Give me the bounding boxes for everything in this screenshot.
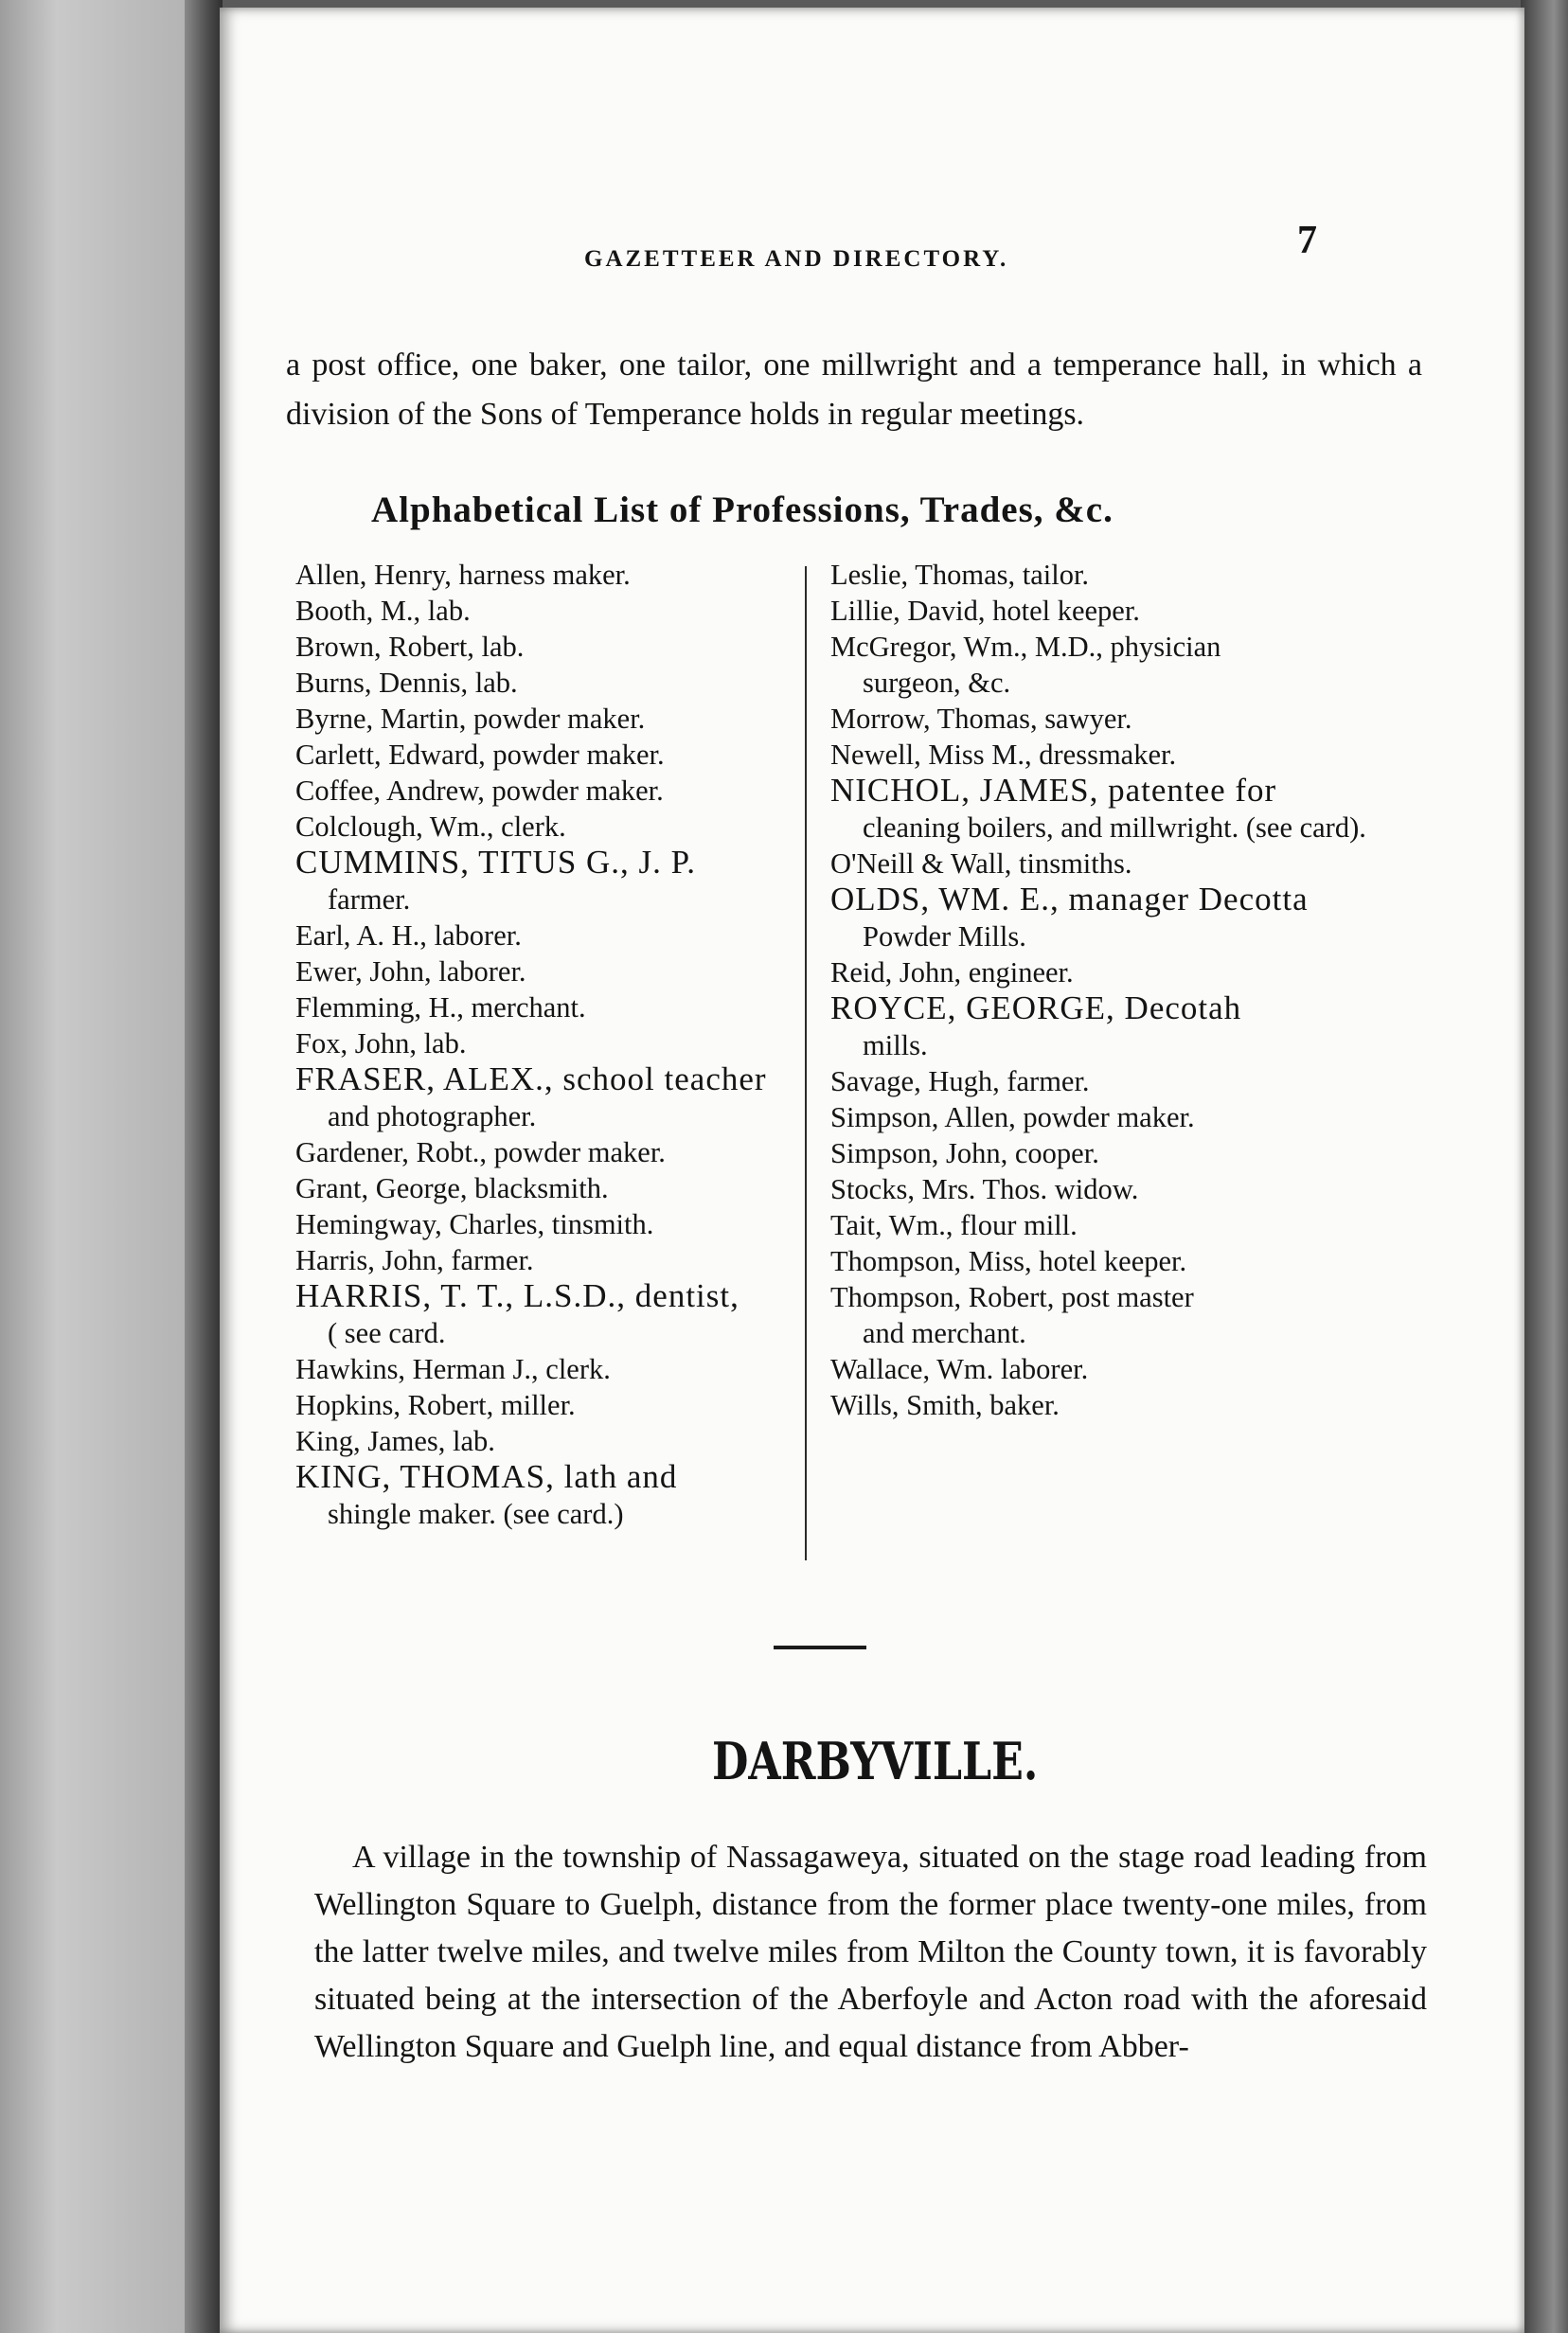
directory-entry — [295, 1206, 892, 1242]
entry-name: FRASER, ALEX., school teacher — [295, 1060, 767, 1097]
directory-entry — [830, 1207, 1436, 1243]
directory-entry — [830, 1171, 1436, 1207]
entry-continuation: and merchant. — [863, 1317, 1026, 1349]
entry-name: OLDS, WM. E., manager Decotta — [830, 881, 1309, 917]
directory-entry — [295, 1134, 892, 1170]
entry-continuation: farmer. — [328, 883, 411, 916]
directory-entry — [830, 1063, 1436, 1099]
entry-name: Thompson, Miss, hotel keeper. — [830, 1245, 1187, 1277]
entry-name: Allen, Henry, harness maker. — [295, 559, 631, 591]
list-heading: Alphabetical List of Professions, Trades, &c. — [371, 490, 1114, 530]
entry-name: Simpson, Allen, powder maker. — [830, 1101, 1195, 1133]
entry-continuation: surgeon, &c. — [863, 667, 1011, 699]
directory-entry — [295, 917, 892, 953]
entry-continuation: Powder Mills. — [863, 920, 1026, 953]
directory-entry — [830, 954, 1436, 990]
directory-entry — [830, 1387, 1436, 1423]
directory-entry — [830, 990, 1436, 1063]
directory-entry — [295, 773, 892, 809]
entry-name: Wallace, Wm. laborer. — [830, 1353, 1089, 1385]
entry-continuation: ( see card. — [328, 1317, 446, 1349]
column-divider — [805, 566, 807, 1560]
book-edge — [1521, 0, 1568, 2333]
directory-entry — [295, 629, 892, 665]
entry-name: O'Neill & Wall, tinsmiths. — [830, 847, 1132, 880]
directory-entry — [295, 1351, 892, 1387]
entry-name: CUMMINS, TITUS G., J. P. — [295, 844, 697, 881]
entry-name: Grant, George, blacksmith. — [295, 1172, 609, 1204]
directory-entry — [295, 1387, 892, 1423]
directory-entry — [295, 665, 892, 701]
section-rule — [774, 1646, 866, 1649]
entry-name: NICHOL, JAMES, patentee for — [830, 772, 1277, 809]
entry-name: Burns, Dennis, lab. — [295, 667, 518, 699]
entry-name: Wills, Smith, baker. — [830, 1389, 1060, 1421]
directory-entry — [295, 1061, 892, 1134]
directory-entry — [830, 701, 1436, 737]
entry-name: Byrne, Martin, powder maker. — [295, 703, 646, 735]
directory-entry — [830, 1243, 1436, 1279]
entry-name: Leslie, Thomas, tailor. — [830, 559, 1090, 591]
directory-entry — [295, 1242, 892, 1278]
entry-name: Hopkins, Robert, miller. — [295, 1389, 576, 1421]
entry-name: Tait, Wm., flour mill. — [830, 1209, 1078, 1241]
entry-name: Brown, Robert, lab. — [295, 631, 525, 663]
entry-continuation: and photographer. — [328, 1100, 537, 1132]
directory-column-left — [295, 557, 892, 1532]
directory-entry — [295, 557, 892, 593]
directory-entry — [830, 1099, 1436, 1135]
directory-entry — [830, 593, 1436, 629]
entry-name: KING, THOMAS, lath and — [295, 1458, 678, 1495]
directory-entry — [295, 1170, 892, 1206]
directory-entry — [830, 846, 1436, 882]
entry-name: Flemming, H., merchant. — [295, 991, 586, 1024]
entry-name: Newell, Miss M., dressmaker. — [830, 739, 1177, 771]
entry-name: Gardener, Robt., powder maker. — [295, 1136, 666, 1168]
directory-entry — [830, 1279, 1436, 1351]
entry-name: Coffee, Andrew, powder maker. — [295, 775, 664, 807]
directory-entry — [295, 1025, 892, 1061]
entry-name: Hawkins, Herman J., clerk. — [295, 1353, 611, 1385]
directory-entry — [295, 989, 892, 1025]
entry-name: King, James, lab. — [295, 1425, 495, 1457]
entry-name: Earl, A. H., laborer. — [295, 919, 522, 952]
section-title: DARBYVILLE. — [712, 1731, 1039, 1791]
directory-entry — [830, 1135, 1436, 1171]
directory-entry — [830, 882, 1436, 954]
directory-entry — [295, 737, 892, 773]
directory-entry — [295, 953, 892, 989]
intro-paragraph: a post office, one baker, one tailor, one millwright and a temperance hall, in which a division of the Sons of Temperance holds in regular meetings. — [286, 347, 1422, 432]
entry-name: Fox, John, lab. — [295, 1027, 467, 1060]
directory-entry — [830, 629, 1436, 701]
running-title: GAZETTEER AND DIRECTORY. — [584, 246, 1009, 272]
entry-name: Simpson, John, cooper. — [830, 1137, 1099, 1169]
entry-name: Booth, M., lab. — [295, 595, 471, 627]
village-paragraph: A village in the township of Nassagaweya, situated on the stage road leading from Wellington Square to Guelph, distance from the former place twenty-one miles, from the latter twelve miles, and twelve miles from Milton the County town, it is favorably situated being at the intersection of the Aberfoyle and Acton road with the aforesaid Wellington Square and Guelph line, and equal distance from Abber- — [314, 1840, 1427, 2064]
entry-continuation: mills. — [863, 1029, 928, 1061]
entry-name: Thompson, Robert, post master — [830, 1281, 1194, 1313]
entry-name: Morrow, Thomas, sawyer. — [830, 703, 1132, 735]
directory-entry — [830, 737, 1436, 773]
entry-name: McGregor, Wm., M.D., physician — [830, 631, 1221, 663]
directory-entry — [295, 1459, 892, 1532]
entry-name: Hemingway, Charles, tinsmith. — [295, 1208, 654, 1240]
entry-name: ROYCE, GEORGE, Decotah — [830, 989, 1242, 1026]
entry-name: Stocks, Mrs. Thos. widow. — [830, 1173, 1139, 1205]
entry-name: Colclough, Wm., clerk. — [295, 810, 566, 843]
entry-name: Carlett, Edward, powder maker. — [295, 739, 665, 771]
directory-entry — [295, 1278, 892, 1351]
entry-continuation: cleaning boilers, and millwright. (see card). — [863, 811, 1366, 844]
directory-entry — [295, 809, 892, 845]
entry-name: Savage, Hugh, farmer. — [830, 1065, 1090, 1097]
book-gutter — [185, 0, 223, 2333]
directory-entry — [295, 1423, 892, 1459]
entry-name: Lillie, David, hotel keeper. — [830, 595, 1140, 627]
book-page — [220, 8, 1524, 2333]
page-number: 7 — [1297, 219, 1317, 262]
directory-entry — [830, 1351, 1436, 1387]
directory-entry — [830, 557, 1436, 593]
directory-entry — [830, 773, 1436, 846]
directory-entry — [295, 593, 892, 629]
directory-entry — [295, 701, 892, 737]
entry-name: Reid, John, engineer. — [830, 956, 1074, 988]
entry-name: Harris, John, farmer. — [295, 1244, 534, 1276]
entry-continuation: shingle maker. (see card.) — [328, 1498, 624, 1530]
entry-name: HARRIS, T. T., L.S.D., dentist, — [295, 1277, 739, 1314]
directory-entry — [295, 845, 892, 917]
entry-name: Ewer, John, laborer. — [295, 955, 526, 988]
directory-column-right — [830, 557, 1436, 1423]
